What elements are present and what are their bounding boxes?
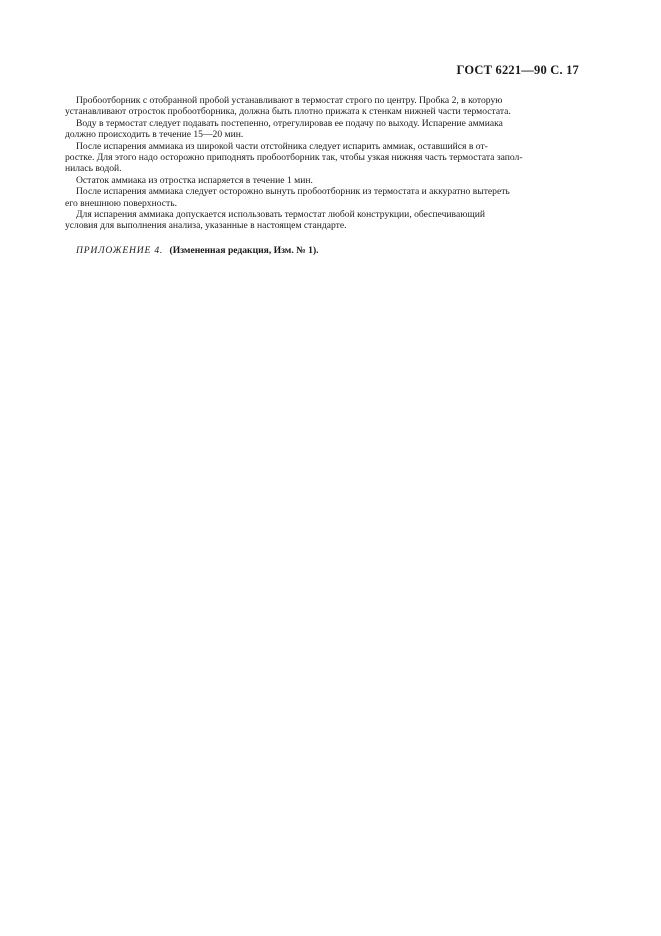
body-text (65, 95, 579, 232)
text-line: Для испарения аммиака допускается использовать термостат любой конструкции, обеспечивающий (76, 209, 486, 221)
amendment-note: (Измененная редакция, Изм. № 1). (169, 245, 319, 256)
paragraph-water-supply (65, 118, 579, 141)
text-line: должно происходить в течение 15—20 мин. (65, 129, 244, 141)
text-line: После испарения аммиака из широкой части отстойника следует испарить аммиак, оставшийся в от- (76, 140, 488, 152)
text-line: нилась водой. (65, 163, 122, 175)
paragraph-thermostat-any-design (65, 209, 579, 232)
paragraph-sampler-installation (65, 95, 579, 118)
paragraph-ammonia-evaporation (65, 141, 579, 175)
appendix-label: ПРИЛОЖЕНИЕ 4. (76, 245, 164, 256)
text-line: ростке. Для этого надо осторожно приподнять пробоотборник так, чтобы узкая нижняя часть термостата запол- (65, 152, 523, 164)
text-line: Воду в термостат следует подавать постепенно, отрегулировав ее подачу по выходу. Испарение аммиака (76, 117, 503, 129)
paragraph-residue (65, 175, 579, 186)
paragraph-remove-sampler (65, 186, 579, 209)
text-line: Остаток аммиака из отростка испаряется в течение 1 мин. (76, 174, 313, 186)
text-line: устанавливают отросток пробоотборника, должна быть плотно прижата к стенкам нижней части термостата. (65, 106, 511, 118)
text-line: условия для выполнения анализа, указанные в настоящем стандарте. (65, 220, 347, 232)
text-line: Пробоотборник с отобранной пробой устанавливают в термостат строго по центру. Пробка 2, в которую (76, 95, 503, 106)
text-line: его внешнюю поверхность. (65, 197, 177, 209)
text-line: После испарения аммиака следует осторожно вынуть пробоотборник из термостата и аккуратно вытереть (76, 186, 510, 198)
page-header: ГОСТ 6221—90 С. 17 (456, 63, 579, 77)
appendix-note (76, 245, 319, 256)
